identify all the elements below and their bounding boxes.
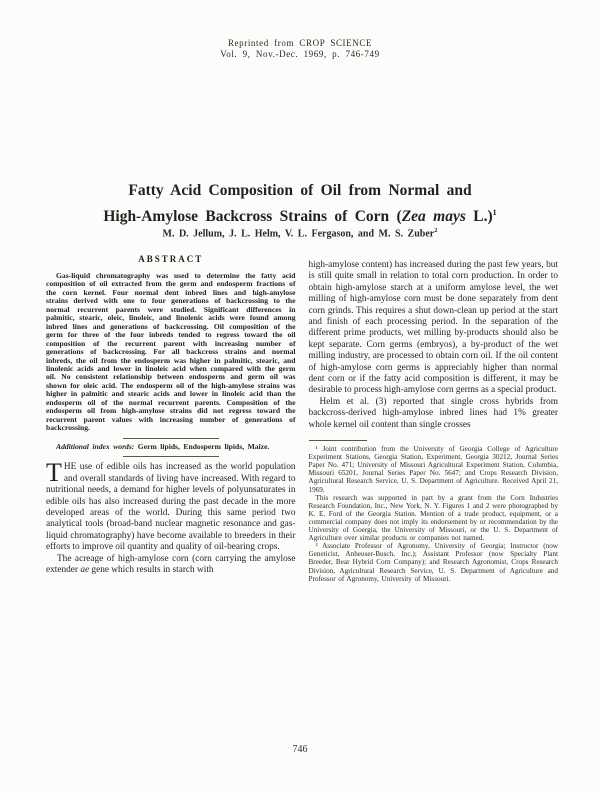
dropcap-letter: T bbox=[46, 458, 62, 488]
body-paragraph-1-lead: HE bbox=[63, 462, 77, 473]
body-paragraph-1 bbox=[46, 458, 296, 553]
title-footnote-marker: 1 bbox=[492, 207, 497, 217]
left-column bbox=[46, 252, 296, 583]
footnote-separator-rule bbox=[309, 440, 367, 441]
reprint-source-line: Reprinted from CROP SCIENCE bbox=[227, 38, 373, 48]
abstract-divider-rule bbox=[123, 438, 219, 439]
title-line-2: High-Amylose Backcross Strains of Corn ( bbox=[103, 207, 402, 225]
title-species-italic: Zea mays bbox=[401, 207, 466, 225]
reprint-volume-line: Vol. 9, Nov.-Dec. 1969, p. 746-749 bbox=[220, 49, 380, 59]
abstract-text: Gas-liquid chromatography was used to determine the fatty acid composition of oil extracted from the germ and endosperm fractions of the corn kernel. Four normal dent inbred lines and high-amylose strains derived with one to four generations of backcrossing to the normal recurrent parents were studied. Significant differences in palmitic, stearic, oleic, linoleic, and linolenic acids were found among inbred lines and generations of backcrossing. Oil composition of the germ for three of the four inbreds tended to regress toward the oil composition of the recurrent parent with increasing number of generations of backcrossing. For all backcross strains and normal inbreds, the oil from the endosperm was higher in palmitic, stearic, and linolenic acids and lower in linoleic acid when compared with the germ oil. No consistent relationship between endosperm and germ oil was shown for oleic acid. The endosperm oil of the high-amylose strains was higher in palmitic and stearic acids and lower in linoleic acid than the endosperm oil of the normal recurrent parents. Composition of the endosperm oil from high-amylose strains did not regress toward the recurrent parent values with increasing number of generations of backcrossing. bbox=[46, 271, 296, 433]
footnote-2: ² Associate Professor of Agronomy, University of Georgia; Instructor (now Geneticist, Anheuser-Busch, Inc.); Assistant Professor (now Specialty Plant Breeder, Bear Hybrid Corn Company); and Research Agronomist, Crops Research Division, Agricultural Research Service, U. S. Department of Agriculture and Professor of Agronomy, University of Missouri. bbox=[308, 542, 558, 583]
body-paragraph-2-start: The acreage of high-amylose corn (corn carrying the amylose extender bbox=[46, 553, 296, 576]
body-paragraph-2 bbox=[46, 554, 296, 577]
page-number: 746 bbox=[292, 744, 308, 755]
gene-symbol-italic: ae bbox=[80, 565, 90, 576]
index-words-label: Additional index words: bbox=[56, 441, 135, 451]
right-column bbox=[309, 252, 559, 583]
abstract-heading: ABSTRACT bbox=[138, 254, 204, 264]
footnote-1-continued: This research was supported in part by a grant from the Corn Industries Research Foundation, Inc., New York, N. Y. Figures 1 and 2 were photographed by K. E. Ford of the Georgia Station. Mention of a trade product, equipment, or a commercial company does not imply its endorsement by or recommendation by the University of Goergia, the University of Missouri, or the U. S. Department of Agriculture over similar products or companies not named. bbox=[308, 493, 558, 543]
two-column-body bbox=[46, 252, 558, 583]
authors-footnote-marker: 2 bbox=[434, 227, 438, 234]
title-line-1: Fatty Acid Composition of Oil from Normal and bbox=[128, 182, 472, 199]
index-words-value: Germ lipids, Endosperm lipids, Maize. bbox=[134, 441, 270, 451]
body-paragraph-1-text: use of edible oils has increased as the world population and overall standards of living have increased. With regard to nutritional needs, a demand for higher levels of polyunsaturates in edible oils has also increased during the past decade in the more developed areas of the world. During this same period two analytical tools (broad-band nuclear magnetic resonance and gas-liquid chromatography) have become available to breeders in their efforts to improve oil quantity and quality of oil-bearing crops. bbox=[46, 462, 296, 553]
author-names: M. D. Jellum, J. L. Helm, V. L. Fergason, and M. S. Zuber bbox=[162, 228, 435, 240]
body-paragraph-3: high-amylose content) has increased during the past few years, but is still quite small in relation to total corn production. In order to obtain high-amylose starch at a uniform amylose level, the wet milling of high-amylose corn must be done separately from dent corn grinds. This requires a shut down-clean up period at the start and finish of each processing period. In the separation of the different prime products, wet milling by-products should also be kept separate. Corn germs (embryos), a by-product of the wet milling industry, are processed to obtain corn oil. If the oil content of high-amylose corn germs is appreciably higher than normal dent corn or if the fatty acid composition is different, it may be desirable to process high-amylose corn germs as a special product. bbox=[308, 260, 558, 396]
authors-line bbox=[0, 227, 600, 239]
article-title bbox=[0, 180, 600, 227]
body-paragraph-4: Helm et al. (3) reported that single cross hybrids from backcross-derived high-amylose inbred lines had 1% greater whole kernel oil content than single crosses bbox=[308, 396, 558, 430]
footnote-1: ¹ Joint contribution from the University of Georgia College of Agriculture Experiment Stations, Georgia Station, Experiment, Georgia 30212, Journal Series Paper No. 471; University of Missouri Agricultural Experiment Station, Columbia, Missouri 65201, Journal Series Paper No. 5647; and Crops Research Division, Agricultural Research Service, U. S. Department of Agriculture. Received April 21, 1969. bbox=[308, 445, 558, 494]
index-words-line bbox=[46, 443, 296, 452]
body-paragraph-2-end: gene which results in starch with bbox=[89, 565, 214, 576]
index-words-divider-rule bbox=[123, 456, 219, 457]
reprint-header bbox=[0, 38, 600, 60]
title-line-2-end: L.) bbox=[465, 207, 493, 225]
